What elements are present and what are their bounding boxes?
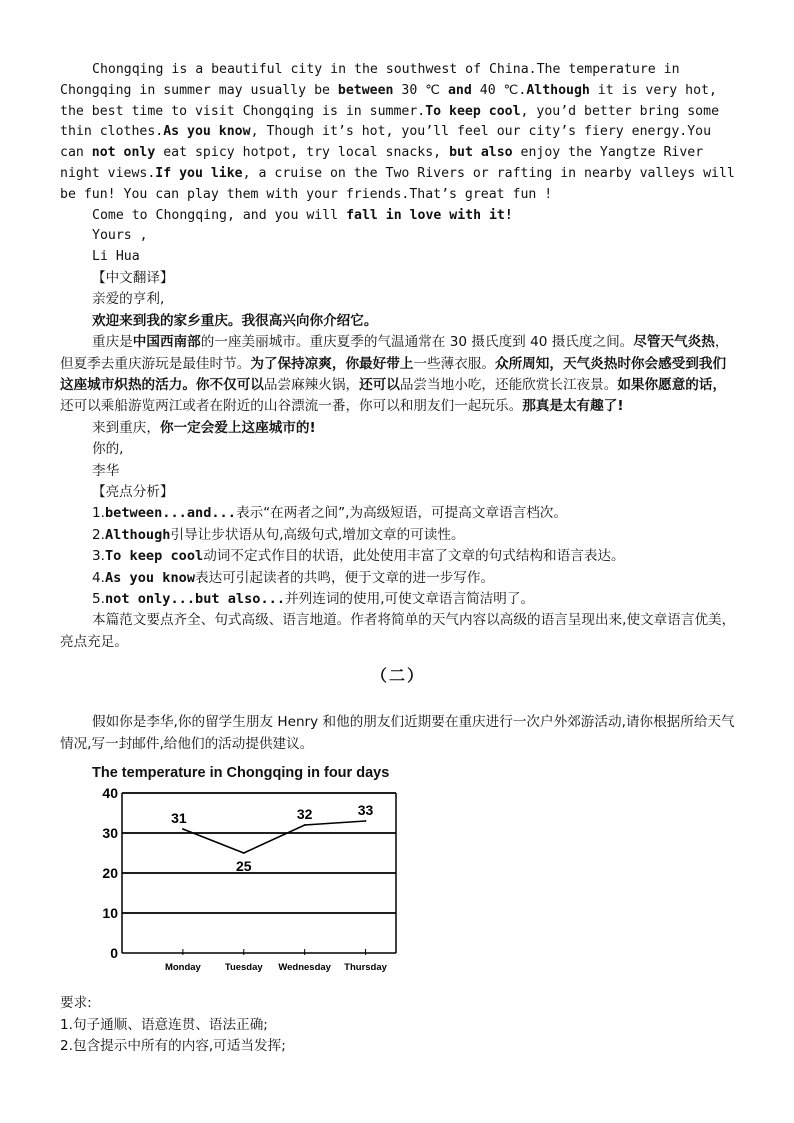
analysis-item-key: To keep cool bbox=[104, 548, 204, 565]
highlight-although: Although bbox=[526, 82, 590, 98]
translation-welcome: 欢迎来到我的家乡重庆。我很高兴向你介绍它。 bbox=[92, 312, 378, 329]
analysis-item-text: 并列连词的使用,可使文章语言简洁明了。 bbox=[285, 591, 535, 608]
analysis-item bbox=[60, 525, 736, 546]
data-label: 31 bbox=[171, 810, 187, 827]
analysis-item-text: 表达可引起读者的共鸣，便于文章的进一步写作。 bbox=[195, 569, 495, 586]
translation-bold: 中国西南部 bbox=[132, 334, 201, 351]
analysis-item-number: 3. bbox=[92, 548, 105, 565]
highlight-as-you-know: As you know bbox=[163, 124, 251, 140]
data-label: 25 bbox=[235, 858, 252, 875]
y-tick-label: 20 bbox=[102, 865, 118, 882]
translation-greeting: 亲爱的亨利, bbox=[92, 291, 165, 308]
translation-text: 来到重庆， bbox=[92, 419, 160, 436]
x-tick-label: Thursday bbox=[344, 962, 387, 974]
letter-text: it is very hot, the best time to visit Chongqing is in summer. bbox=[60, 82, 717, 119]
highlight-and: and bbox=[447, 82, 472, 98]
highlight-fall-in-love: fall in love with it! bbox=[346, 207, 513, 223]
temperature-chart bbox=[60, 765, 410, 987]
data-point bbox=[243, 852, 245, 854]
analysis-item-number: 2. bbox=[92, 526, 105, 543]
data-label: 33 bbox=[357, 802, 374, 819]
analysis-item bbox=[60, 568, 736, 589]
y-tick-label: 0 bbox=[110, 945, 118, 962]
chart-title: The temperature in Chongqing in four days bbox=[92, 765, 390, 782]
highlight-if-you-like: If you like bbox=[155, 165, 243, 181]
translation-text: ，但夏季去重庆游玩是最佳时节。 bbox=[60, 334, 729, 372]
translation-text: 品尝麻辣火锅， bbox=[263, 377, 360, 393]
letter-closing-paragraph bbox=[60, 206, 736, 227]
y-tick-label: 10 bbox=[102, 905, 118, 922]
highlight-to-keep-cool: To keep cool bbox=[425, 103, 521, 119]
x-tick-label: Monday bbox=[164, 962, 201, 974]
document-page bbox=[60, 60, 736, 1057]
analysis-item-number: 1. bbox=[92, 505, 105, 522]
translation-text: 的一座美丽城市。重庆夏季的气温通常在 30 摄氏度到 40 摄氏度之间。 bbox=[200, 334, 634, 351]
x-tick-label: Tuesday bbox=[224, 962, 263, 974]
analysis-item-key: not only...but also... bbox=[104, 591, 286, 608]
translation-signature: 李华 bbox=[92, 462, 120, 479]
translation-text: 一些薄衣服。 bbox=[413, 355, 495, 372]
requirement-item-1: 1.句子通顺、语意连贯、语法正确; bbox=[60, 1016, 268, 1033]
chart-plot bbox=[60, 783, 410, 983]
analysis-item-key: As you know bbox=[104, 569, 196, 586]
requirement-item-2: 2.包含提示中所有的内容,可适当发挥; bbox=[60, 1037, 286, 1054]
y-tick-label: 40 bbox=[102, 785, 118, 802]
translation-body bbox=[60, 332, 736, 418]
writing-task: 假如你是李华,你的留学生朋友 Henry 和他的朋友们近期要在重庆进行一次户外郊游活动,请你根据所给天气情况,写一封邮件,给他们的活动提供建议。 bbox=[60, 714, 735, 752]
requirements-header: 要求: bbox=[60, 995, 92, 1012]
letter-text: 40 ℃. bbox=[471, 82, 527, 98]
translation-text: 重庆是 bbox=[92, 334, 133, 351]
data-point bbox=[182, 828, 184, 830]
translation-line1 bbox=[60, 311, 736, 332]
letter-text: Chongqing is a beautiful city in the southwest of China.The temperature in Chongqing in summer may usually be bbox=[60, 62, 680, 98]
x-tick-label: Wednesday bbox=[278, 962, 331, 974]
highlight-between: between bbox=[337, 82, 394, 98]
translation-text: 还可以乘船游览两江或者在附近的山谷漂流一番，你可以和朋友们一起玩乐。 bbox=[60, 398, 523, 415]
letter-text: enjoy the Yangtze River night views. bbox=[60, 145, 704, 181]
letter-closing: Yours , bbox=[92, 228, 148, 244]
translation-header: 【中文翻译】 bbox=[92, 269, 174, 286]
translation-closing: 你的, bbox=[92, 441, 124, 458]
analysis-item bbox=[60, 546, 736, 567]
highlight-but-also: but also bbox=[449, 145, 513, 161]
analysis-item-key: between...and... bbox=[104, 505, 236, 522]
letter-body-paragraph bbox=[60, 60, 736, 206]
analysis-item bbox=[60, 503, 736, 524]
analysis-header: 【亮点分析】 bbox=[92, 484, 174, 501]
translation-bold: 尽管天气炎热 bbox=[633, 334, 715, 351]
letter-text: Come to Chongqing, and you will bbox=[92, 207, 347, 223]
section-title: （二） bbox=[370, 666, 425, 686]
data-point bbox=[304, 824, 306, 826]
letter-text: , a cruise on the Two Rivers or rafting in nearby valleys will be fun! You can play them with your friends.That’s great fun ! bbox=[60, 165, 735, 202]
analysis-list bbox=[60, 503, 736, 610]
temperature-series-line bbox=[183, 821, 366, 853]
analysis-item-number: 5. bbox=[92, 591, 105, 608]
analysis-item-number: 4. bbox=[92, 569, 105, 586]
translation-bold: 你一定会爱上这座城市的! bbox=[159, 419, 316, 436]
data-point bbox=[365, 820, 367, 822]
analysis-item-text: 引导让步状语从句,高级句式,增加文章的可读性。 bbox=[170, 526, 465, 543]
translation-bold: 众所周知，天气炎热时你会感受到我们这座城市炽热的活力。你不仅可以 bbox=[60, 355, 727, 393]
letter-signature: Li Hua bbox=[92, 249, 140, 265]
letter-text: , Though it’s hot, you’ll feel our city’s fiery energy.You can bbox=[60, 124, 712, 161]
letter-text: eat spicy hotpot, try local snacks, bbox=[155, 145, 450, 161]
translation-bold: 那真是太有趣了! bbox=[522, 398, 624, 415]
translation-bold: 如果你愿意的话， bbox=[617, 377, 727, 393]
translation-text: 品尝当地小吃，还能欣赏长江夜景。 bbox=[399, 377, 618, 393]
analysis-summary: 本篇范文要点齐全、句式高级、语言地道。作者将简单的天气内容以高级的语言呈现出来,使文章语言优美，亮点充足。 bbox=[60, 612, 736, 650]
letter-text: 30 ℃ bbox=[393, 82, 448, 98]
analysis-item-text: 表示“在两者之间”,为高级短语，可提高文章语言档次。 bbox=[235, 505, 567, 522]
letter-text: , you’d better bring some thin clothes. bbox=[60, 103, 720, 140]
highlight-not-only: not only bbox=[91, 145, 156, 161]
analysis-item bbox=[60, 589, 736, 610]
analysis-item-text: 动词不定式作目的状语，此处使用丰富了文章的句式结构和语言表达。 bbox=[203, 548, 625, 565]
translation-bold: 为了保持凉爽，你最好带上 bbox=[250, 355, 414, 372]
data-label: 32 bbox=[296, 806, 313, 823]
analysis-item-key: Although bbox=[104, 526, 171, 543]
translation-come bbox=[60, 418, 736, 439]
translation-bold: 还可以 bbox=[359, 377, 400, 393]
y-tick-label: 30 bbox=[102, 825, 118, 842]
